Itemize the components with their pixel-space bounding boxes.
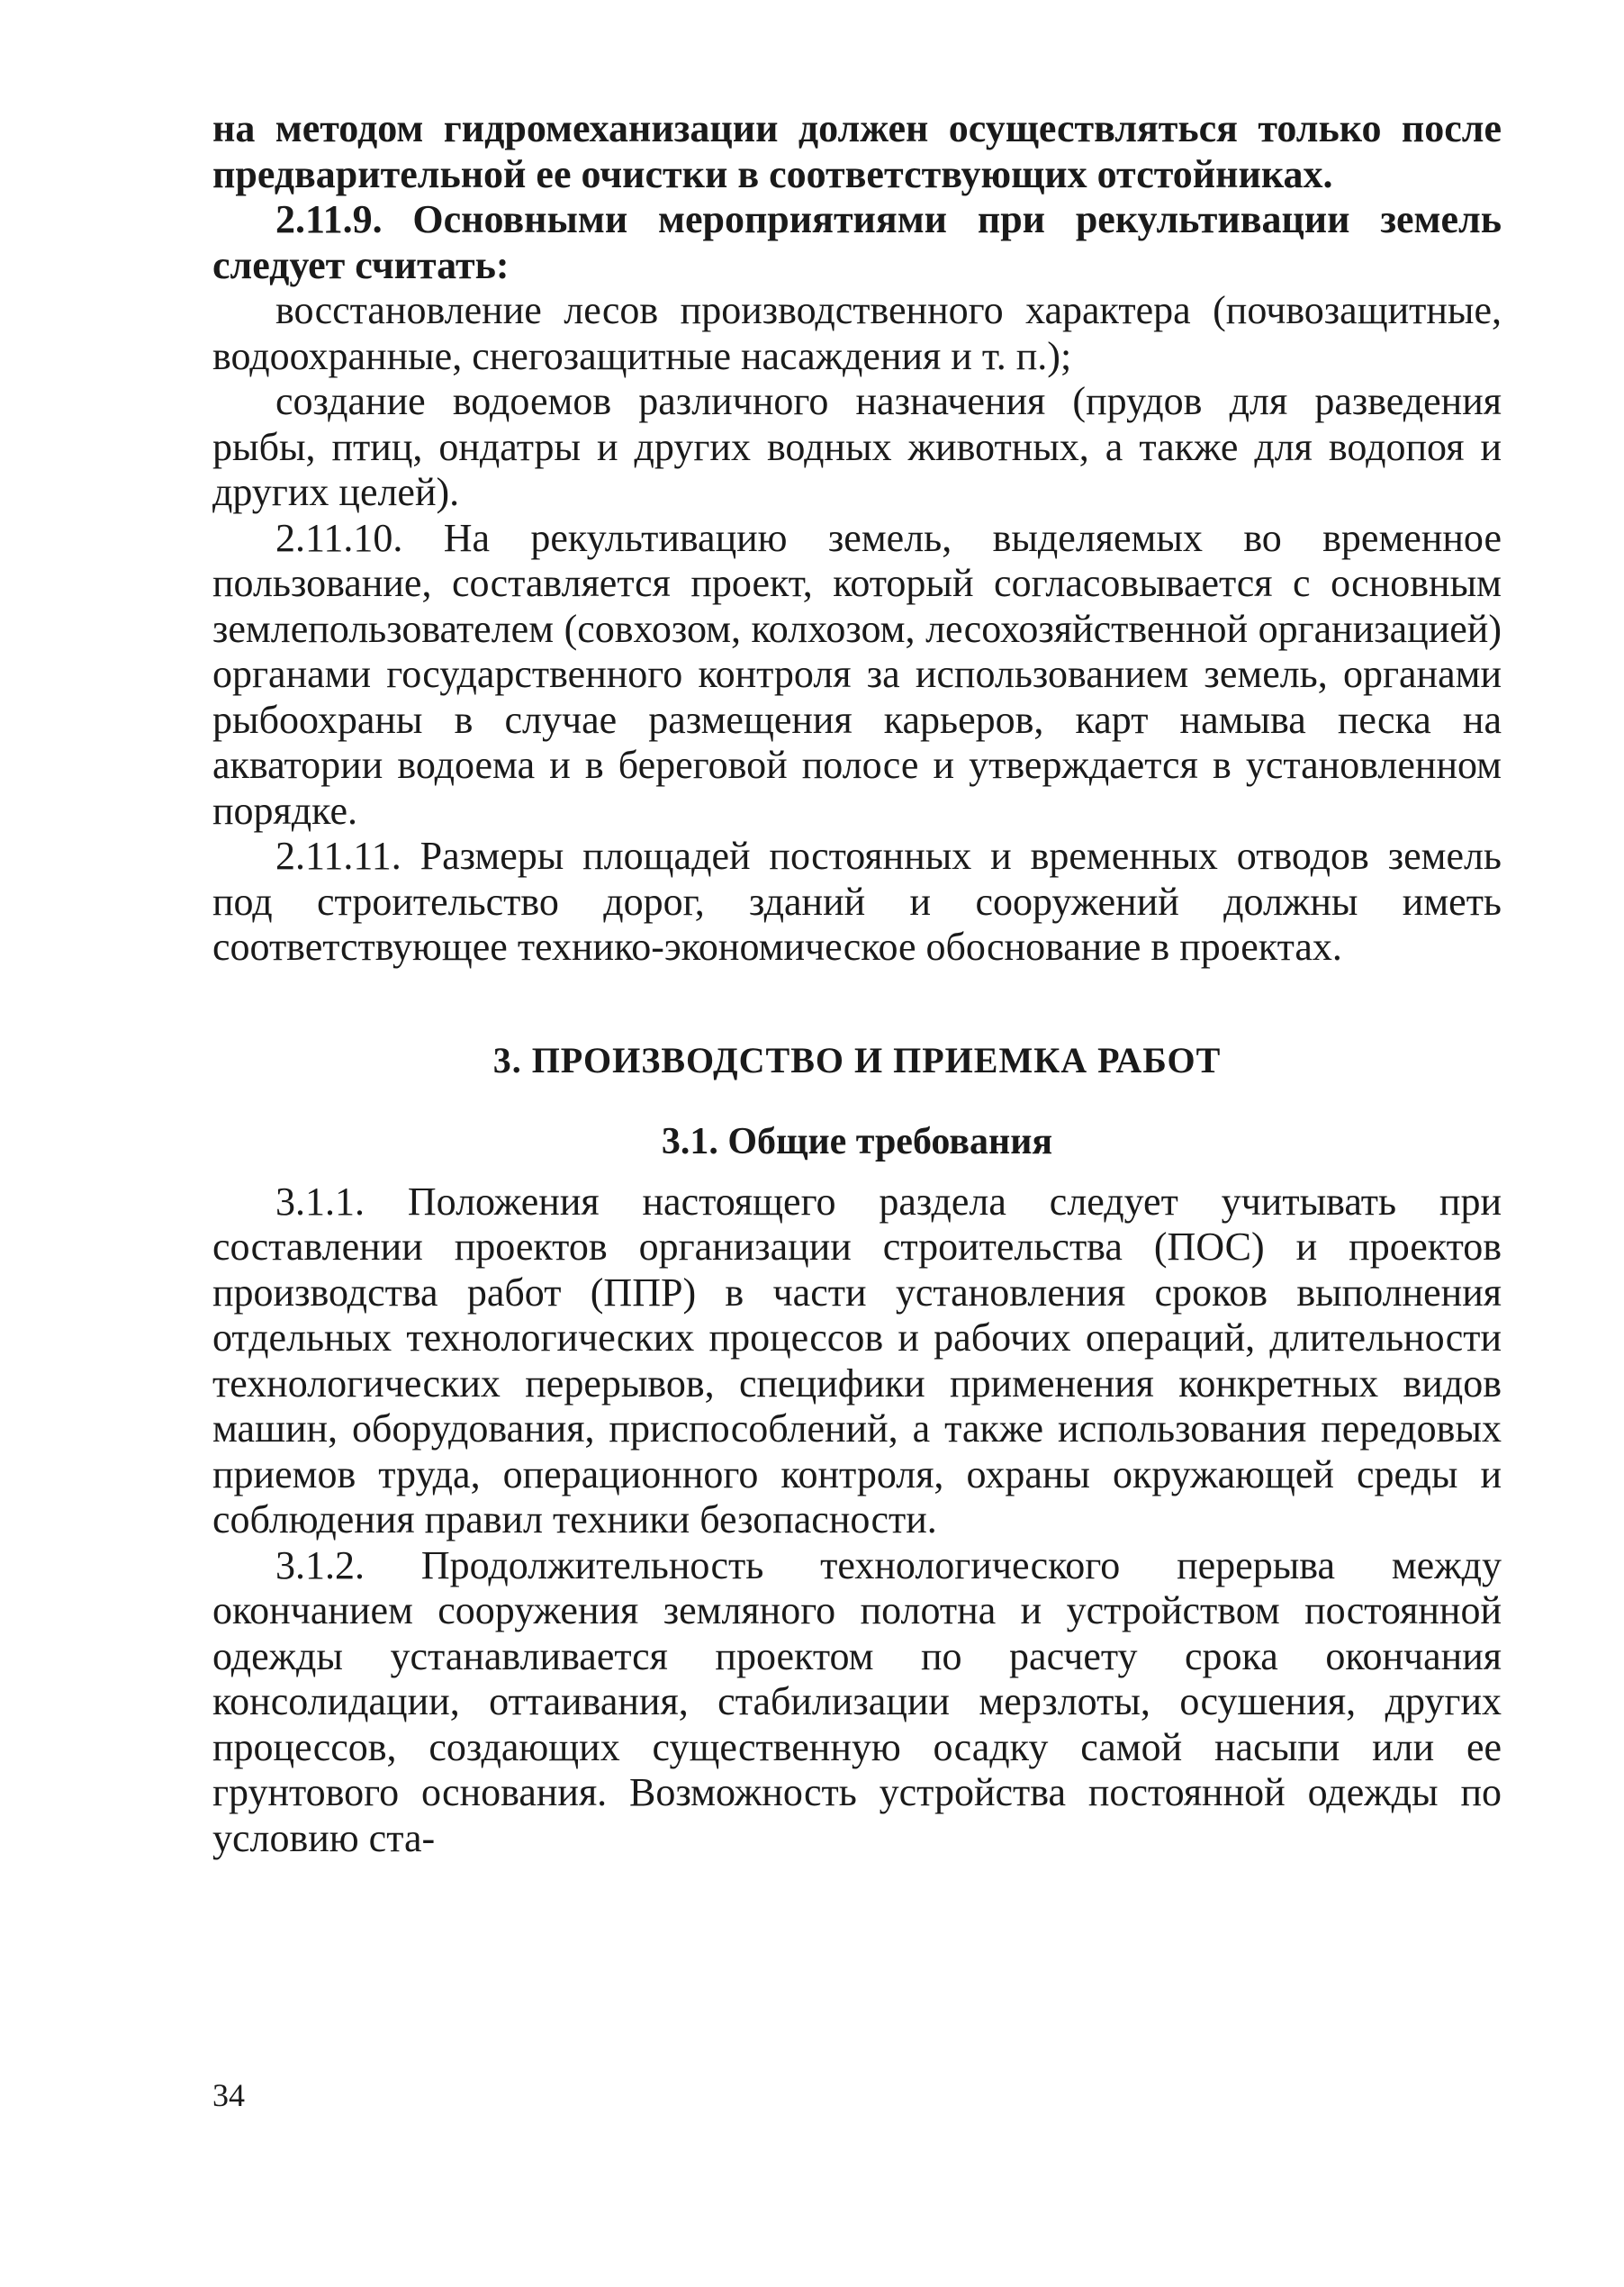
paragraph-2-11-11: 2.11.11. Размеры площадей постоянных и временных отводов земель под строительство дорог, зданий и сооружений должны иметь соответствующее технико-экономическое обоснование в проектах.	[212, 834, 1502, 969]
paragraph-intro: на методом гидромеханизации должен осуществляться только после предварительной ее очистки в соответствующих отстойниках.	[212, 106, 1502, 196]
document-page	[212, 106, 1502, 1861]
page-number: 34	[212, 2077, 245, 2113]
section-title: 3. ПРОИЗВОДСТВО И ПРИЕМКА РАБОТ	[492, 1039, 1222, 1080]
subsection-title: 3.1. Общие требования	[661, 1120, 1053, 1162]
paragraph-3-1-2: 3.1.2. Продолжительность технологического перерыва между окончанием сооружения земляного полотна и устройством постоянной одежды устанавливается проектом по расчету срока окончания консолидации, оттаивания, стабилизации мерзлоты, осушения, других процессов, создающих существенную осадку самой насыпи или ее грунтового основания. Возможность устройства постоянной одежды по условию ста-	[212, 1542, 1502, 1860]
paragraph-2-11-10: 2.11.10. На рекультивацию земель, выделяемых во временное пользование, составляется проект, который согласовывается с основным землепользователем (совхозом, колхозом, лесохозяйственной организацией) органами государственного контроля за использованием земель, органами рыбоохраны в случае размещения карьеров, карт намыва песка на акватории водоема и в береговой полосе и утверждается в установленном порядке.	[212, 515, 1502, 833]
list-item-forest-restoration: восстановление лесов производственного характера (почвозащитные, водоохранные, снегозащитные насаждения и т. п.);	[212, 288, 1502, 378]
paragraph-2-11-9: 2.11.9. Основными мероприятиями при рекультивации земель следует считать:	[212, 197, 1502, 287]
list-item-water-bodies: создание водоемов различного назначения (прудов для разведения рыбы, птиц, ондатры и других водных животных, а также для водопоя и других целей).	[212, 379, 1502, 514]
paragraph-3-1-1: 3.1.1. Положения настоящего раздела следует учитывать при составлении проектов организации строительства (ПОС) и проектов производства работ (ППР) в части установления сроков выполнения отдельных технологических процессов и рабочих операций, длительности технологических перерывов, специфики применения конкретных видов машин, оборудования, приспособлений, а также использования передовых приемов труда, операционного контроля, охраны окружающей среды и соблюдения правил техники безопасности.	[212, 1179, 1502, 1541]
